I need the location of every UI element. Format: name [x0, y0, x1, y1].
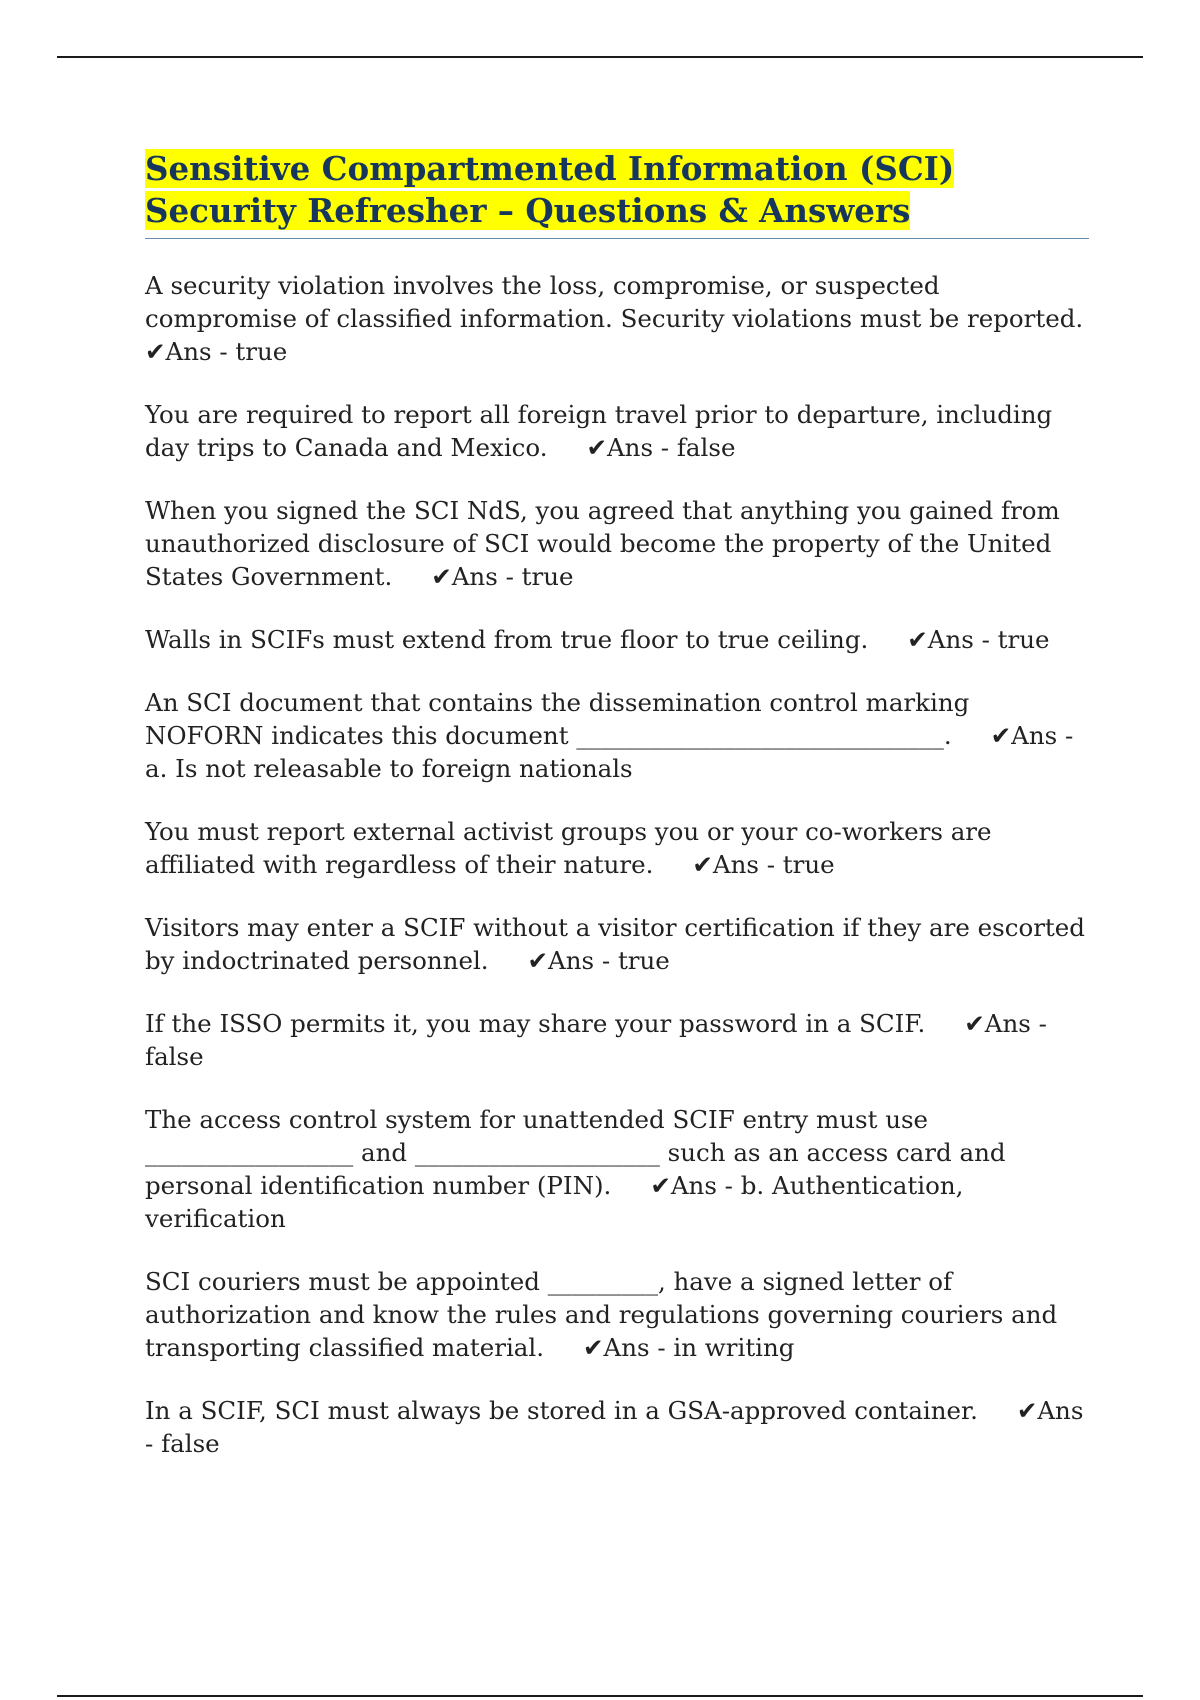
question-text: You are required to report all foreign travel prior to departure, including day trips to Canada and Mexico.	[145, 400, 1061, 462]
answer-text: ✔Ans - false	[145, 1396, 1092, 1458]
answer-text: ✔Ans - true	[527, 946, 670, 975]
question-text: In a SCIF, SCI must always be stored in a GSA-approved container.	[145, 1396, 978, 1425]
page-title	[145, 148, 1089, 239]
question-text: The access control system for unattended SCIF entry must use _________________ and ____________________ such as an access card and personal identification number (PIN).	[145, 1105, 1014, 1200]
qa-item	[145, 1103, 1089, 1235]
question-text: An SCI document that contains the dissemination control marking NOFORN indicates this document ______________________________.	[145, 688, 978, 750]
question-text: You must report external activist groups you or your co-workers are affiliated with regardless of their nature.	[145, 817, 1000, 879]
qa-item	[145, 398, 1089, 464]
qa-item	[145, 1265, 1089, 1364]
qa-item	[145, 686, 1089, 785]
qa-item	[145, 494, 1089, 593]
question-text: SCI couriers must be appointed _________, have a signed letter of authorization and know the rules and regulations governing couriers and transporting classified material.	[145, 1267, 1066, 1362]
question-text: Walls in SCIFs must extend from true floor to true ceiling.	[145, 625, 869, 654]
question-text: Visitors may enter a SCIF without a visitor certification if they are escorted by indoctrinated personnel.	[145, 913, 1093, 975]
answer-text: ✔Ans - true	[692, 850, 835, 879]
qa-item	[145, 911, 1093, 977]
answer-text: ✔Ans - true	[145, 337, 288, 366]
question-text: When you signed the SCI NdS, you agreed that anything you gained from unauthorized disclosure of SCI would become the property of the United States Government.	[145, 496, 1068, 591]
answer-text: ✔Ans - a. Is not releasable to foreign nationals	[145, 721, 1082, 783]
qa-item	[145, 815, 1089, 881]
qa-item	[145, 1394, 1092, 1460]
title-highlight: Sensitive Compartmented Information (SCI) Security Refresher – Questions & Answers	[145, 149, 955, 230]
answer-text: ✔Ans - b. Authentication, verification	[145, 1171, 972, 1233]
qa-item	[145, 1007, 1089, 1073]
question-text: A security violation involves the loss, compromise, or suspected compromise of classified information. Security violations must be reported.	[145, 271, 1084, 333]
answer-text: ✔Ans - false	[145, 1009, 1055, 1071]
document-body	[145, 148, 1093, 1490]
header-rule	[57, 56, 1143, 58]
footer-rule	[57, 1695, 1143, 1697]
qa-item	[145, 269, 1089, 368]
answer-text: ✔Ans - false	[586, 433, 736, 462]
qa-item	[145, 623, 1089, 656]
answer-text: ✔Ans - in writing	[582, 1333, 795, 1362]
answer-text: ✔Ans - true	[907, 625, 1050, 654]
answer-text: ✔Ans - true	[431, 562, 574, 591]
question-text: If the ISSO permits it, you may share your password in a SCIF.	[145, 1009, 926, 1038]
qa-list	[145, 269, 1093, 1460]
